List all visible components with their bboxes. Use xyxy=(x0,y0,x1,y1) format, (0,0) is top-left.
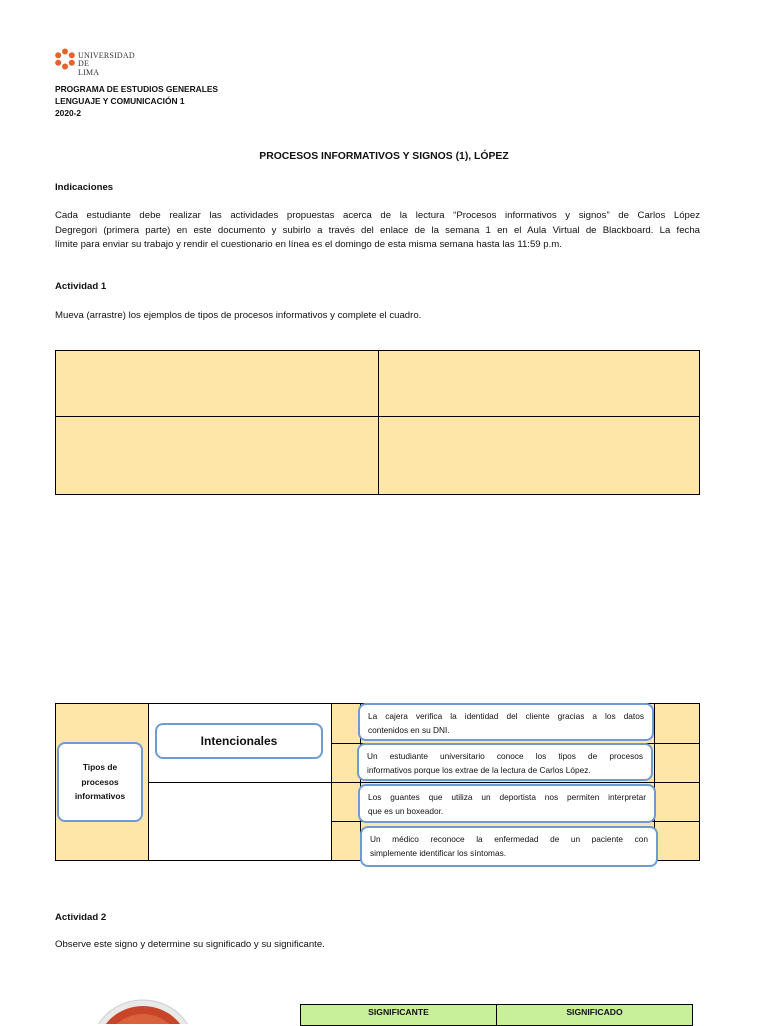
example-line: informativos porque los extrae de la lectura de Carlos López. xyxy=(367,765,591,776)
program-name: PROGRAMA DE ESTUDIOS GENERALES xyxy=(55,84,219,94)
example-line: contenidos en su DNI. xyxy=(368,725,450,736)
activity1-answer-table xyxy=(55,350,700,495)
document-title: PROCESOS INFORMATIVOS Y SIGNOS (1), LÓPEZ xyxy=(259,151,509,162)
instructions-line: límite para enviar su trabajo y rendir el cuestionario en línea es el domingo de esta misma semana hasta las 11:59 p.m. xyxy=(55,239,562,250)
answer-cell[interactable] xyxy=(56,351,378,416)
intencionales-label: Intencionales xyxy=(200,734,278,748)
answer-cell[interactable] xyxy=(379,417,699,494)
tipos-label-line: procesos xyxy=(81,776,119,787)
logo-line2: DE LIMA xyxy=(78,59,100,77)
example-line: La cajera verifica la identidad del cliente gracias a los datos xyxy=(368,711,644,721)
answer-cell[interactable] xyxy=(56,417,378,494)
instructions-heading: Indicaciones xyxy=(55,182,114,193)
table-divider xyxy=(148,782,699,783)
activity1-heading: Actividad 1 xyxy=(55,281,107,292)
logo-line1: UNIVERSIDAD xyxy=(78,51,135,60)
tipos-label-box xyxy=(57,742,143,822)
instructions-paragraph xyxy=(55,209,700,253)
significado-header: SIGNIFICADO xyxy=(496,1005,692,1025)
activity2-instruction: Observe este signo y determine su significado y su significante. xyxy=(55,939,325,950)
intencionales-label-box[interactable] xyxy=(155,723,323,759)
sign-image xyxy=(88,998,198,1024)
answer-cell[interactable] xyxy=(379,351,699,416)
course-name: LENGUAJE Y COMUNICACIÓN 1 xyxy=(55,96,185,106)
example-card-draggable[interactable] xyxy=(358,784,656,823)
tipos-label-line: Tipos de xyxy=(82,762,118,773)
example-line: Un médico reconoce la enfermedad de un paciente con xyxy=(370,834,648,844)
example-card-draggable[interactable] xyxy=(358,703,654,741)
significante-header: SIGNIFICANTE xyxy=(368,1007,429,1017)
example-line: que es un boxeador. xyxy=(368,806,444,817)
instructions-line: Cada estudiante debe realizar las actividades propuestas acerca de la lectura “Procesos informativos y signos” de Carlos López xyxy=(55,210,700,221)
example-card-draggable[interactable] xyxy=(360,826,658,867)
example-card-draggable[interactable] xyxy=(357,743,653,781)
tipos-label-line: informativos xyxy=(74,791,126,802)
example-line: simplemente identificar los síntomas. xyxy=(370,848,507,859)
university-logo-icon xyxy=(55,48,75,70)
instructions-line: Degregori (primera parte) en este documento y subirlo a través del enlace de la semana 1 en el Aula Virtual de Blackboard. La fecha xyxy=(55,224,700,236)
activity2-heading: Actividad 2 xyxy=(55,912,107,923)
activity1-instruction: Mueva (arrastre) los ejemplos de tipos de procesos informativos y complete el cuadro. xyxy=(55,310,422,321)
example-line: Los guantes que utiliza un deportista nos permiten interpretar xyxy=(368,792,646,802)
term: 2020-2 xyxy=(55,108,82,118)
sign-analysis-table xyxy=(300,1004,693,1026)
example-line: Un estudiante universitario conoce los tipos de procesos xyxy=(367,751,643,761)
